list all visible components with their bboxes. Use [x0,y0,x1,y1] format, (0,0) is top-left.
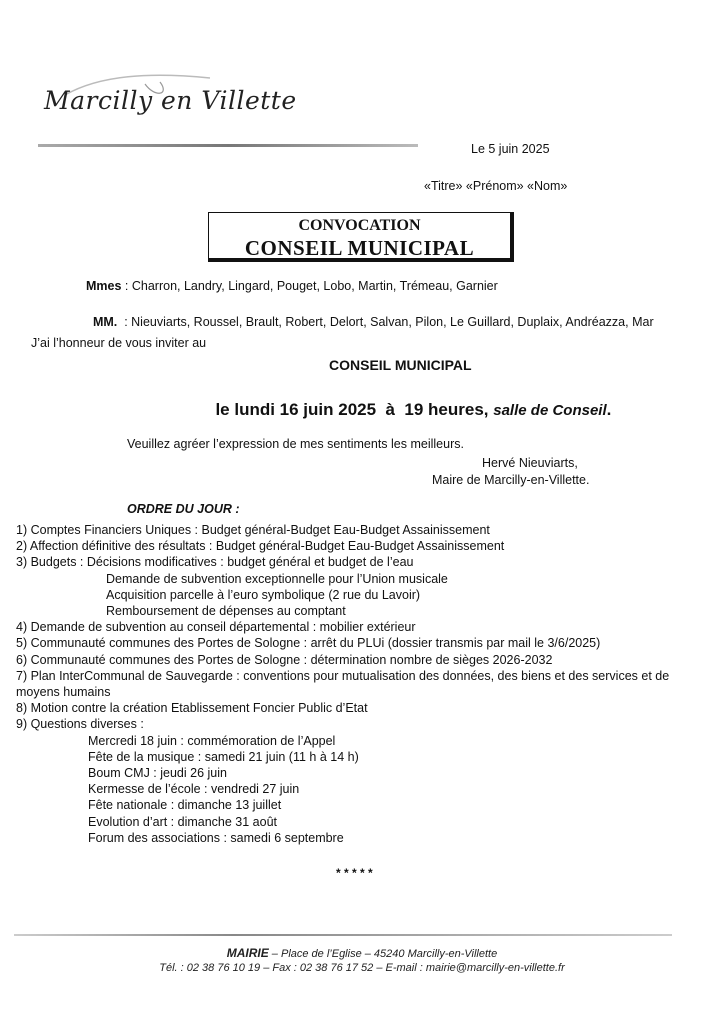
title-box [208,212,514,262]
end-stars: * * * * * [336,866,373,880]
mmes-label: Mmes [86,279,122,293]
agenda-subitem: Remboursement de dépenses au comptant [106,604,346,619]
agenda-item: 6) Communauté communes des Portes de Sologne : détermination nombre de sièges 2026-2032 [16,652,553,667]
agenda-item: 7) Plan InterCommunal de Sauvegarde : conventions pour mutualisation des données, des biens et des services et de [16,668,670,683]
title-conseil: CONSEIL MUNICIPAL [244,236,475,260]
recipient-fields: «Titre» «Prénom» «Nom» [424,179,568,193]
agenda-item-continued: moyens humains [16,685,111,700]
agenda-event: Fête de la musique : samedi 21 juin (11 h à 14 h) [88,749,359,764]
meeting-title: CONSEIL MUNICIPAL [329,357,472,373]
footer-divider [14,934,672,936]
agenda-subitem: Demande de subvention exceptionnelle pour l’Union musicale [106,571,448,586]
header-divider [38,144,418,147]
agenda-event: Boum CMJ : jeudi 26 juin [88,766,227,781]
signer-name: Hervé Nieuviarts, [482,456,578,470]
agenda-item: 9) Questions diverses : [16,717,144,732]
footer-address-text: – Place de l’Eglise – 45240 Marcilly-en-Villette [268,948,498,960]
agenda-event: Kermesse de l’école : vendredi 27 juin [88,782,300,797]
footer-mairie: MAIRIE [226,946,269,960]
mm-label: MM. [92,315,118,329]
agenda-event: Forum des associations : samedi 6 septembre [88,830,344,845]
letter-date: Le 5 juin 2025 [471,142,550,156]
agenda-item: 8) Motion contre la création Etablissement Foncier Public d’Etat [16,701,368,716]
meeting-when [206,380,611,420]
meeting-date-time: le lundi 16 juin 2025 à 19 heures, [215,400,494,419]
agenda-heading: ORDRE DU JOUR : [127,502,240,516]
agenda-item: 3) Budgets : Décisions modificatives : budget général et budget de l’eau [16,555,414,570]
agenda-list [16,522,669,846]
attendees-mmes [86,279,498,293]
meeting-dot: . [606,400,612,419]
agenda-item: 5) Communauté communes des Portes de Sologne : arrêt du PLUi (dossier transmis par mail le 3/6/2025) [16,636,601,651]
footer-address [0,946,724,960]
agenda-event: Mercredi 18 juin : commémoration de l’Appel [88,733,336,748]
logo: Marcilly en Villette [44,86,297,115]
agenda-item: 1) Comptes Financiers Uniques : Budget général-Budget Eau-Budget Assainissement [16,523,490,537]
agenda-event: Evolution d’art : dimanche 31 août [88,814,278,829]
footer-contact: Tél. : 02 38 76 10 19 – Fax : 02 38 76 17 52 – E-mail : mairie@marcilly-en-villette.fr [159,962,565,974]
mmes-names: : Charron, Landry, Lingard, Pouget, Lobo, Martin, Trémeau, Garnier [121,279,498,293]
agenda-item: 2) Affection définitive des résultats : Budget général-Budget Eau-Budget Assainissement [16,539,505,554]
title-convocation: CONVOCATION [298,217,421,234]
invite-text: J’ai l’honneur de vous inviter au [31,336,207,350]
agenda-item: 4) Demande de subvention au conseil départemental : mobilier extérieur [16,620,416,635]
meeting-location: salle de Conseil [493,402,607,419]
closing-text: Veuillez agréer l’expression de mes sentiments les meilleurs. [127,437,464,451]
agenda-event: Fête nationale : dimanche 13 juillet [88,798,282,813]
agenda-subitem: Acquisition parcelle à l’euro symbolique (2 rue du Lavoir) [106,587,421,602]
attendees-mm [86,301,654,329]
signer-role: Maire de Marcilly-en-Villette. [432,473,590,487]
mm-names: : Nieuviarts, Roussel, Brault, Robert, Delort, Salvan, Pilon, Le Guillard, Duplaix, Andréazza, Mar [117,315,654,329]
